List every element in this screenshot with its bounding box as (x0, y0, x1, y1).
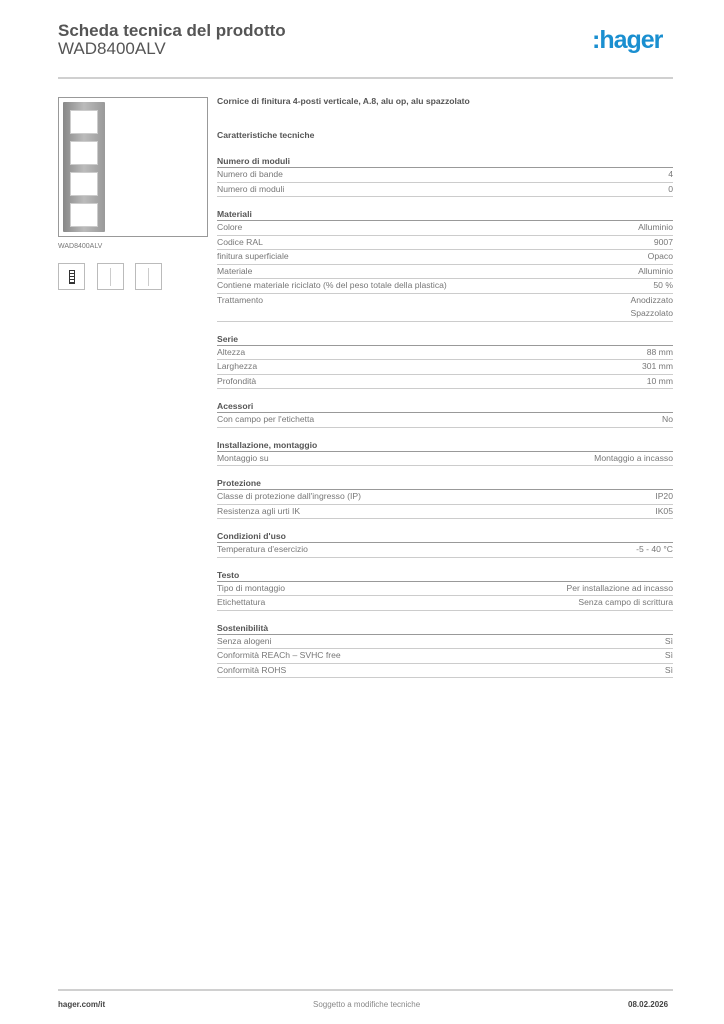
spec-row (217, 596, 673, 611)
spec-value: Anodizzato Spazzolato (630, 294, 673, 318)
spec-value: -5 - 40 °C (636, 544, 673, 554)
spec-label: Tipo di montaggio (217, 582, 285, 593)
spec-row (217, 279, 673, 294)
spec-section (217, 155, 673, 197)
spec-row (217, 183, 673, 198)
spec-section (217, 622, 673, 679)
spec-value: Senza campo di scrittura (578, 597, 673, 607)
spec-section (217, 208, 673, 322)
header-divider (58, 77, 673, 79)
spec-value: IK05 (655, 505, 673, 516)
spec-value: 9007 (653, 236, 673, 247)
spec-value: Sì (664, 650, 673, 660)
footer-divider (58, 989, 673, 991)
frame-icon (69, 270, 75, 284)
spec-row (217, 649, 673, 664)
section-title: Acessori (217, 400, 673, 413)
spec-row (217, 664, 673, 679)
image-caption: WAD8400ALV (58, 243, 103, 250)
spec-section (217, 400, 673, 428)
product-image (58, 97, 208, 237)
spec-section (217, 530, 673, 558)
spec-value: 88 mm (646, 346, 673, 357)
section-title: Installazione, montaggio (217, 439, 673, 452)
section-title: Materiali (217, 208, 673, 221)
spec-row (217, 452, 673, 467)
spec-label: Conformità ROHS (217, 664, 287, 675)
product-code: WAD8400ALV (58, 39, 166, 58)
spec-value: No (662, 414, 673, 424)
spec-value: 10 mm (646, 375, 673, 386)
spec-value: 0 (668, 183, 673, 194)
spec-value: Sì (664, 664, 673, 675)
spec-row (217, 413, 673, 428)
spec-value: Alluminio (638, 265, 673, 276)
spec-label: Senza alogeni (217, 635, 272, 646)
spec-label: Montaggio su (217, 452, 269, 463)
hager-logo: :hager (592, 26, 663, 54)
spec-value: 301 mm (641, 361, 673, 371)
section-title: Sostenibilità (217, 622, 673, 635)
spec-label: finitura superficiale (217, 251, 289, 261)
spec-label: Altezza (217, 346, 246, 357)
spec-row (217, 582, 673, 597)
spec-row (217, 360, 673, 375)
spec-row (217, 635, 673, 650)
spec-label: Numero di bande (217, 169, 283, 179)
frame-illustration (63, 102, 105, 232)
spec-value: Sì (664, 635, 673, 646)
section-title: Condizioni d'uso (217, 530, 673, 543)
spec-row (217, 490, 673, 505)
section-title: Testo (217, 569, 673, 582)
footer-site[interactable]: hager.com/it (58, 1000, 106, 1009)
tech-heading: Caratteristiche tecniche (217, 130, 315, 140)
spec-label: Con campo per l'etichetta (217, 414, 315, 424)
spec-row (217, 294, 673, 322)
section-title: Numero di moduli (217, 155, 673, 168)
spec-label: Trattamento (217, 294, 264, 305)
spec-section (217, 439, 673, 467)
spec-row (217, 265, 673, 280)
spec-value: Alluminio (638, 222, 673, 232)
spec-value: Opaco (647, 251, 673, 261)
spec-value: IP20 (655, 491, 673, 501)
spec-label: Codice RAL (217, 236, 263, 247)
section-title: Serie (217, 333, 673, 346)
spec-content (217, 96, 673, 678)
product-description: Cornice di finitura 4-posti verticale, A.8, alu op, alu spazzolato (217, 96, 470, 106)
spec-label: Numero di moduli (217, 183, 285, 194)
spec-value: Montaggio a incasso (594, 452, 673, 463)
spec-row (217, 168, 673, 183)
spec-section (217, 477, 673, 519)
section-title: Protezione (217, 477, 673, 490)
spec-value: 50 % (653, 280, 673, 290)
spec-row (217, 375, 673, 390)
spec-label: Contiene materiale riciclato (% del peso totale della plastica) (217, 280, 447, 290)
spec-label: Colore (217, 222, 243, 232)
footer-note: Soggetto a modifiche tecniche (313, 1000, 421, 1009)
spec-label: Etichettatura (217, 597, 266, 607)
spec-label: Resistenza agli urti IK (217, 505, 301, 516)
spec-label: Profondità (217, 375, 257, 386)
thumbnail-1[interactable] (58, 263, 85, 290)
spec-row (217, 346, 673, 361)
spec-row (217, 236, 673, 251)
spec-label: Materiale (217, 265, 253, 276)
thumbnail-3[interactable] (135, 263, 162, 290)
spec-value: 4 (668, 169, 673, 179)
spec-row (217, 505, 673, 520)
spec-section (217, 569, 673, 611)
spec-value: Per installazione ad incasso (566, 582, 673, 593)
spec-row (217, 221, 673, 236)
spec-label: Larghezza (217, 361, 258, 371)
footer-date: 08.02.2026 (628, 1000, 669, 1009)
page-title: Scheda tecnica del prodotto (58, 21, 286, 40)
spec-row (217, 543, 673, 558)
spec-label: Classe di protezione dall'ingresso (IP) (217, 491, 361, 501)
spec-label: Conformità REACh – SVHC free (217, 650, 341, 660)
thumbnail-2[interactable] (97, 263, 124, 290)
spec-label: Temperatura d'esercizio (217, 544, 308, 554)
spec-row (217, 250, 673, 265)
spec-section (217, 333, 673, 390)
